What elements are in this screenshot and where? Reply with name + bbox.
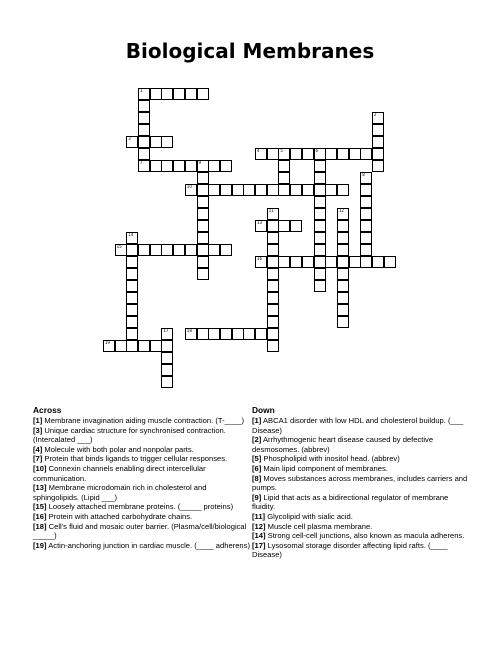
- grid-cell[interactable]: [267, 328, 279, 340]
- clue-number: [6]: [252, 463, 262, 473]
- clue-text: Lipid that acts as a bidirectional regulator of membrane fluidity.: [252, 492, 449, 512]
- grid-cell[interactable]: [185, 88, 197, 100]
- grid-cell[interactable]: [197, 256, 209, 268]
- clue-number: [16]: [33, 511, 47, 521]
- grid-cell[interactable]: [372, 256, 384, 268]
- grid-cell[interactable]: [115, 340, 127, 352]
- grid-cell[interactable]: [314, 196, 326, 208]
- grid-cell[interactable]: [267, 292, 279, 304]
- clue-number: [8]: [252, 473, 262, 483]
- grid-cell[interactable]: [360, 220, 372, 232]
- grid-cell[interactable]: [337, 292, 349, 304]
- grid-cell[interactable]: [360, 208, 372, 220]
- grid-cell[interactable]: [267, 304, 279, 316]
- grid-cell[interactable]: [161, 328, 173, 340]
- across-clue: [33, 454, 253, 464]
- grid-cell[interactable]: [126, 292, 138, 304]
- clue-text: Phospholipid with inositol head. (abbrev): [261, 454, 400, 464]
- cell-number: 6: [315, 147, 319, 153]
- grid-cell[interactable]: [243, 328, 255, 340]
- grid-cell[interactable]: [337, 268, 349, 280]
- grid-cell[interactable]: [302, 256, 314, 268]
- grid-cell[interactable]: [138, 88, 150, 100]
- grid-cell[interactable]: [267, 244, 279, 256]
- grid-cell[interactable]: [197, 208, 209, 220]
- grid-cell[interactable]: [360, 184, 372, 196]
- grid-cell[interactable]: [243, 184, 255, 196]
- grid-cell[interactable]: [267, 220, 279, 232]
- cell-number: 19: [104, 339, 110, 345]
- down-clues: [252, 405, 472, 560]
- cell-number: 10: [186, 183, 192, 189]
- grid-cell[interactable]: [161, 352, 173, 364]
- grid-cell[interactable]: [372, 148, 384, 160]
- grid-cell[interactable]: [150, 244, 162, 256]
- grid-cell[interactable]: [314, 232, 326, 244]
- grid-cell[interactable]: [126, 304, 138, 316]
- grid-cell[interactable]: [337, 208, 349, 220]
- grid-cell[interactable]: [126, 268, 138, 280]
- clue-text: Molecule with both polar and nonpolar parts.: [42, 444, 194, 454]
- clue-number: [10]: [33, 463, 47, 473]
- cell-number: 15: [116, 243, 122, 249]
- across-clue-list: [33, 416, 253, 550]
- down-clue: [252, 435, 472, 454]
- grid-cell[interactable]: [372, 160, 384, 172]
- cell-number: 12: [338, 207, 344, 213]
- grid-cell[interactable]: [173, 244, 185, 256]
- grid-cell[interactable]: [337, 220, 349, 232]
- grid-cell[interactable]: [337, 232, 349, 244]
- grid-cell[interactable]: [255, 148, 267, 160]
- grid-cell[interactable]: [267, 268, 279, 280]
- cell-number: 2: [374, 111, 377, 117]
- cell-number: 5: [280, 147, 283, 153]
- clue-number: [19]: [33, 540, 47, 550]
- grid-cell[interactable]: [150, 340, 162, 352]
- grid-cell[interactable]: [372, 124, 384, 136]
- grid-cell[interactable]: [161, 244, 173, 256]
- grid-cell[interactable]: [360, 232, 372, 244]
- grid-cell[interactable]: [267, 208, 279, 220]
- cell-number: 7: [140, 159, 143, 165]
- cell-number: 13: [257, 219, 263, 225]
- grid-cell[interactable]: [208, 184, 220, 196]
- clue-number: [15]: [33, 502, 47, 512]
- grid-cell[interactable]: [126, 136, 138, 148]
- grid-cell[interactable]: [220, 328, 232, 340]
- grid-cell[interactable]: [138, 100, 150, 112]
- clue-number: [12]: [252, 521, 266, 531]
- grid-cell[interactable]: [220, 244, 232, 256]
- grid-cell[interactable]: [150, 88, 162, 100]
- grid-cell[interactable]: [337, 280, 349, 292]
- cell-number: 8: [362, 171, 365, 177]
- clue-number: [5]: [252, 454, 262, 464]
- grid-cell[interactable]: [290, 220, 302, 232]
- clue-number: [9]: [252, 492, 262, 502]
- clue-text: Actin-anchoring junction in cardiac muscle. (____ adherens): [46, 540, 250, 550]
- cell-number: 18: [186, 327, 192, 333]
- grid-cell[interactable]: [138, 160, 150, 172]
- grid-cell[interactable]: [115, 244, 127, 256]
- grid-cell[interactable]: [161, 160, 173, 172]
- grid-cell[interactable]: [138, 340, 150, 352]
- grid-cell[interactable]: [197, 184, 209, 196]
- grid-cell[interactable]: [360, 196, 372, 208]
- grid-cell[interactable]: [197, 244, 209, 256]
- down-clue: [252, 493, 472, 512]
- across-heading: Across: [33, 405, 62, 415]
- clue-text: Muscle cell plasma membrane.: [265, 521, 373, 531]
- grid-cell[interactable]: [314, 184, 326, 196]
- grid-cell[interactable]: [138, 244, 150, 256]
- grid-cell[interactable]: [314, 160, 326, 172]
- grid-cell[interactable]: [314, 280, 326, 292]
- grid-cell[interactable]: [278, 160, 290, 172]
- across-clues: [33, 405, 253, 550]
- grid-cell[interactable]: [372, 112, 384, 124]
- grid-cell[interactable]: [314, 268, 326, 280]
- grid-cell[interactable]: [126, 340, 138, 352]
- cell-number: 4: [257, 147, 260, 153]
- grid-cell[interactable]: [360, 148, 372, 160]
- clue-number: [18]: [33, 521, 47, 531]
- grid-cell[interactable]: [232, 184, 244, 196]
- grid-cell[interactable]: [126, 232, 138, 244]
- clue-text: Unique cardiac structure for synchronised contraction. (Intercalated ___): [33, 425, 226, 445]
- grid-cell[interactable]: [302, 184, 314, 196]
- grid-cell[interactable]: [337, 256, 349, 268]
- down-clue: [252, 416, 472, 435]
- clue-text: Membrane microdomain rich in cholesterol and sphingolipids. (Lipid ___): [33, 483, 207, 502]
- grid-cell[interactable]: [337, 148, 349, 160]
- down-clue: [252, 474, 472, 493]
- grid-cell[interactable]: [161, 376, 173, 388]
- grid-cell[interactable]: [161, 88, 173, 100]
- grid-cell[interactable]: [278, 148, 290, 160]
- grid-cell[interactable]: [314, 172, 326, 184]
- across-clue: [33, 445, 253, 455]
- grid-cell[interactable]: [208, 328, 220, 340]
- grid-cell[interactable]: [197, 220, 209, 232]
- grid-cell[interactable]: [208, 160, 220, 172]
- grid-cell[interactable]: [325, 184, 337, 196]
- grid-cell[interactable]: [126, 328, 138, 340]
- clue-number: [1]: [252, 416, 262, 425]
- grid-cell[interactable]: [220, 184, 232, 196]
- across-clue: [33, 464, 253, 483]
- grid-cell[interactable]: [278, 172, 290, 184]
- grid-cell[interactable]: [255, 220, 267, 232]
- down-clue: [252, 531, 472, 541]
- across-clue: [33, 512, 253, 522]
- grid-cell[interactable]: [185, 160, 197, 172]
- puzzle-title: Biological Membranes: [125, 39, 375, 63]
- clue-number: [1]: [33, 416, 43, 425]
- across-clue: [33, 502, 253, 512]
- grid-cell[interactable]: [290, 148, 302, 160]
- clue-text: Cell's fluid and mosaic outer barrier. (Plasma/cell/biological _____): [33, 521, 247, 541]
- grid-cell[interactable]: [150, 160, 162, 172]
- grid-cell[interactable]: [197, 232, 209, 244]
- clue-text: Lysosomal storage disorder affecting lipid rafts. (____ Disease): [252, 540, 448, 560]
- grid-cell[interactable]: [360, 172, 372, 184]
- clue-text: ABCA1 disorder with low HDL and cholesterol buildup. (___ Disease): [252, 416, 464, 435]
- down-clue: [252, 512, 472, 522]
- cell-number: 16: [257, 255, 263, 261]
- grid-cell[interactable]: [185, 328, 197, 340]
- grid-cell[interactable]: [267, 184, 279, 196]
- clue-text: Connexin channels enabling direct intercellular communication.: [33, 463, 206, 483]
- clue-number: [11]: [252, 511, 266, 521]
- grid-cell[interactable]: [150, 136, 162, 148]
- grid-cell[interactable]: [126, 256, 138, 268]
- grid-cell[interactable]: [197, 160, 209, 172]
- clue-number: [3]: [33, 425, 43, 435]
- grid-cell[interactable]: [314, 208, 326, 220]
- grid-cell[interactable]: [138, 124, 150, 136]
- grid-cell[interactable]: [173, 160, 185, 172]
- grid-cell[interactable]: [197, 268, 209, 280]
- grid-cell[interactable]: [278, 256, 290, 268]
- cell-number: 9: [198, 159, 202, 165]
- cell-number: 14: [128, 231, 134, 237]
- grid-cell[interactable]: [161, 136, 173, 148]
- clue-number: [13]: [33, 483, 47, 493]
- grid-cell[interactable]: [220, 160, 232, 172]
- grid-cell[interactable]: [337, 316, 349, 328]
- grid-cell[interactable]: [314, 148, 326, 160]
- grid-cell[interactable]: [197, 88, 209, 100]
- grid-cell[interactable]: [384, 256, 396, 268]
- cell-number: 17: [163, 327, 169, 333]
- down-clue-list: [252, 416, 472, 560]
- down-clue: [252, 464, 472, 474]
- grid-cell[interactable]: [314, 244, 326, 256]
- grid-cell[interactable]: [232, 328, 244, 340]
- down-clue: [252, 541, 472, 560]
- clue-text: Loosely attached membrane proteins. (_____ proteins): [46, 502, 234, 512]
- grid-cell[interactable]: [267, 256, 279, 268]
- grid-cell[interactable]: [314, 256, 326, 268]
- clue-text: Strong cell-cell junctions, also known as macula adherens.: [265, 531, 465, 541]
- clue-text: Protein that binds ligands to trigger cellular responses.: [42, 454, 228, 464]
- clue-text: Protein with attached carbohydrate chains.: [46, 511, 193, 521]
- grid-cell[interactable]: [314, 220, 326, 232]
- across-clue: [33, 416, 253, 426]
- grid-cell[interactable]: [208, 244, 220, 256]
- grid-cell[interactable]: [360, 256, 372, 268]
- grid-cell[interactable]: [302, 148, 314, 160]
- across-clue: [33, 522, 253, 541]
- clue-text: Moves substances across membranes, includes carriers and pumps.: [252, 473, 468, 493]
- clue-text: Main lipid component of membranes.: [261, 463, 388, 473]
- cell-number: 11: [268, 207, 274, 213]
- grid-cell[interactable]: [372, 136, 384, 148]
- grid-cell[interactable]: [349, 148, 361, 160]
- across-clue: [33, 483, 253, 502]
- clue-text: Glycolipid with sialic acid.: [265, 511, 353, 521]
- grid-cell[interactable]: [197, 196, 209, 208]
- grid-cell[interactable]: [290, 256, 302, 268]
- clue-text: Membrane invagination aiding muscle contraction. (T-____): [42, 416, 245, 425]
- grid-cell[interactable]: [161, 364, 173, 376]
- grid-cell[interactable]: [337, 304, 349, 316]
- grid-cell[interactable]: [290, 184, 302, 196]
- clue-text: Arrhythmogenic heart disease caused by defective desmosomes. (abbrev): [252, 435, 434, 454]
- grid-cell[interactable]: [267, 148, 279, 160]
- grid-cell[interactable]: [255, 328, 267, 340]
- grid-cell[interactable]: [360, 244, 372, 256]
- grid-cell[interactable]: [138, 112, 150, 124]
- clue-number: [2]: [252, 435, 262, 445]
- grid-cell[interactable]: [197, 172, 209, 184]
- clue-number: [17]: [252, 540, 266, 550]
- grid-cell[interactable]: [278, 184, 290, 196]
- grid-cell[interactable]: [337, 244, 349, 256]
- grid-cell[interactable]: [197, 328, 209, 340]
- down-heading: Down: [252, 405, 275, 415]
- grid-cell[interactable]: [161, 340, 173, 352]
- grid-cell[interactable]: [255, 256, 267, 268]
- grid-cell[interactable]: [267, 280, 279, 292]
- grid-cell[interactable]: [126, 280, 138, 292]
- clue-number: [4]: [33, 444, 43, 454]
- grid-cell[interactable]: [255, 184, 267, 196]
- grid-cell[interactable]: [126, 316, 138, 328]
- clue-number: [14]: [252, 531, 266, 541]
- grid-cell[interactable]: [337, 184, 349, 196]
- grid-cell[interactable]: [278, 220, 290, 232]
- grid-cell[interactable]: [103, 340, 115, 352]
- cell-number: 3: [128, 135, 131, 141]
- grid-cell[interactable]: [349, 256, 361, 268]
- down-clue: [252, 454, 472, 464]
- grid-cell[interactable]: [267, 340, 279, 352]
- grid-cell[interactable]: [138, 148, 150, 160]
- grid-cell[interactable]: [185, 184, 197, 196]
- grid-cell[interactable]: [267, 232, 279, 244]
- grid-cell[interactable]: [126, 244, 138, 256]
- cell-number: 1: [140, 87, 143, 93]
- clue-number: [7]: [33, 454, 43, 464]
- grid-cell[interactable]: [267, 316, 279, 328]
- grid-cell[interactable]: [325, 256, 337, 268]
- grid-cell[interactable]: [185, 244, 197, 256]
- grid-cell[interactable]: [325, 148, 337, 160]
- grid-cell[interactable]: [173, 88, 185, 100]
- across-clue: [33, 426, 253, 445]
- grid-cell[interactable]: [138, 136, 150, 148]
- down-clue: [252, 522, 472, 532]
- across-clue: [33, 541, 253, 551]
